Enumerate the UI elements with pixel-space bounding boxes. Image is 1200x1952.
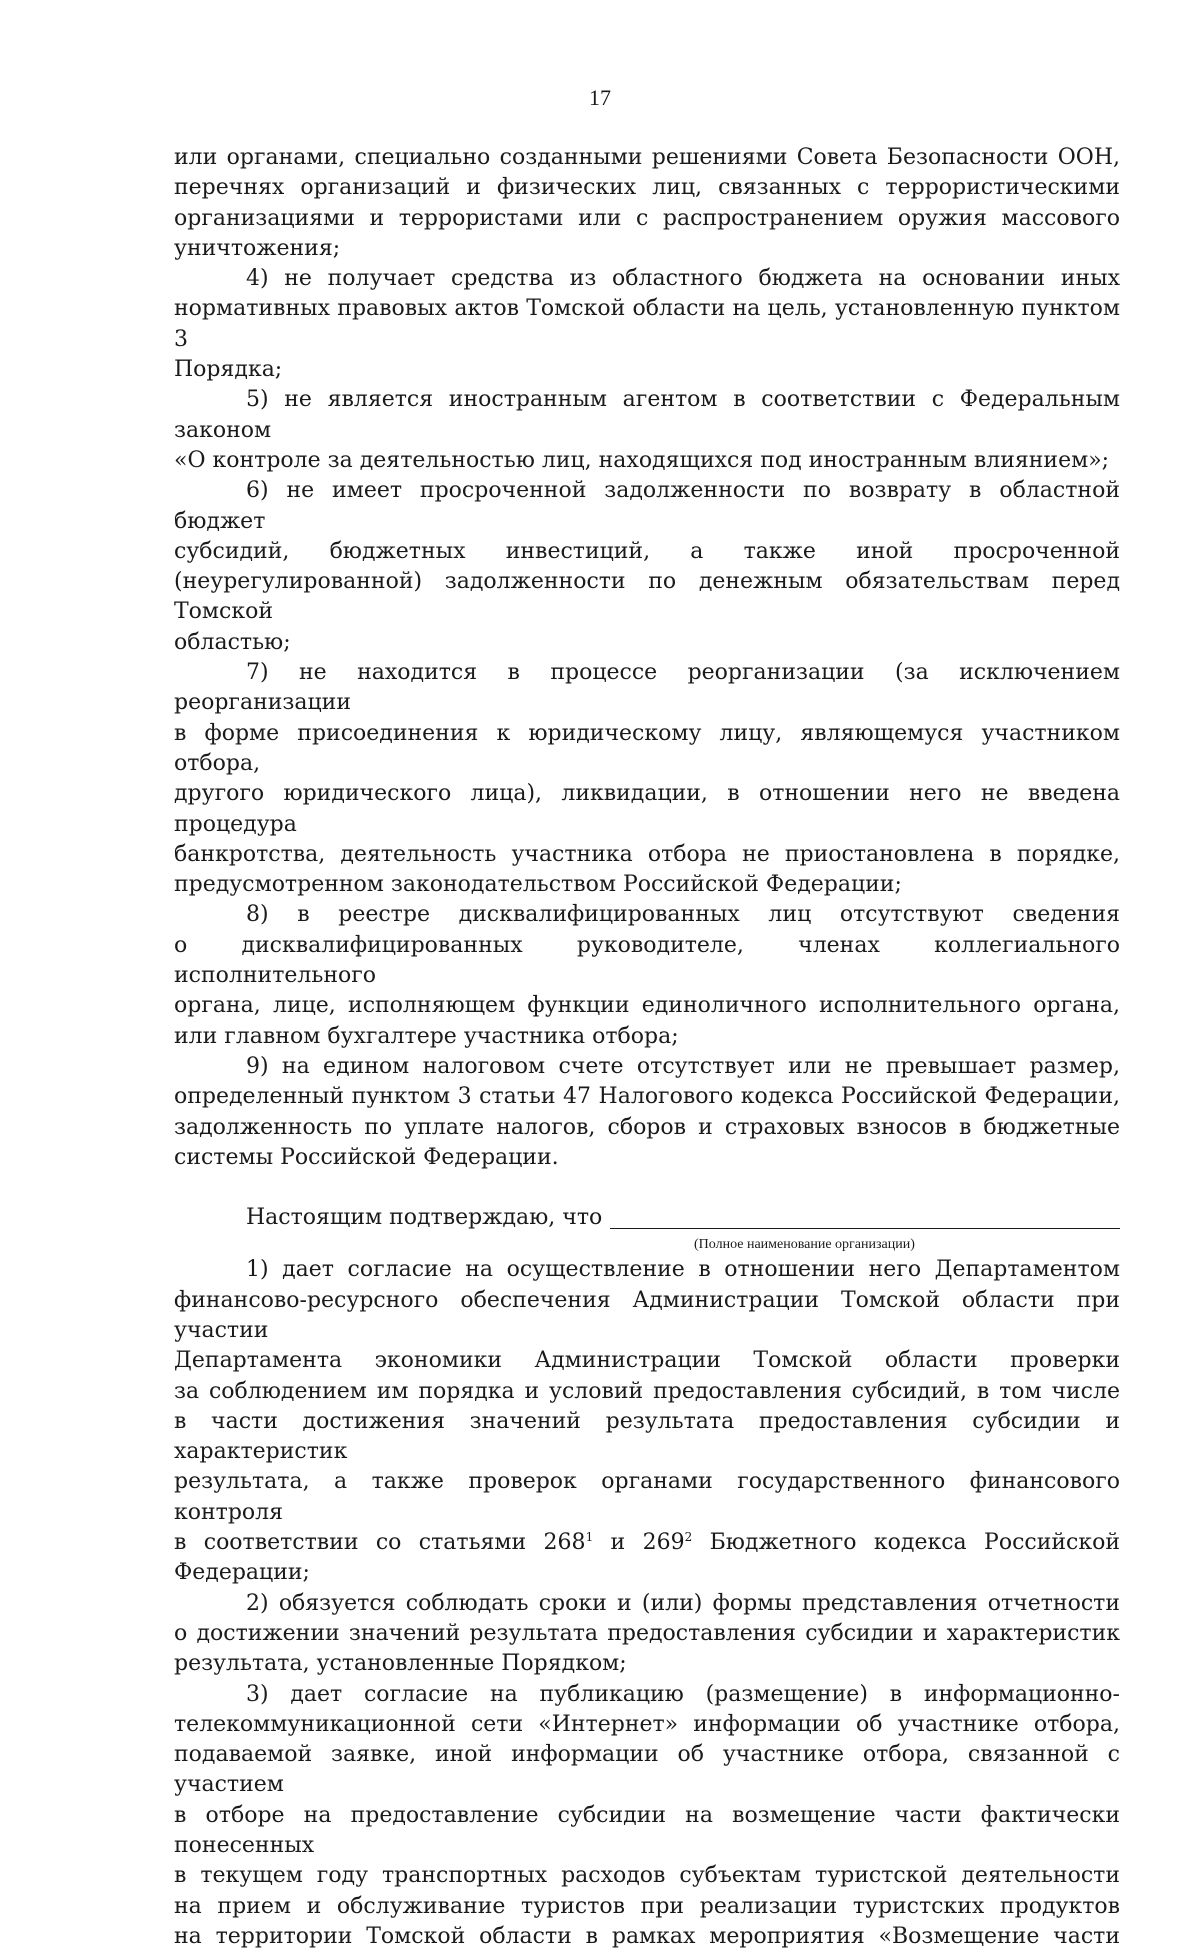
text-line: определенный пунктом 3 статьи 47 Налогового кодекса Российской Федерации, bbox=[174, 1084, 1120, 1110]
paragraph-item-5 bbox=[174, 385, 1120, 476]
text-line: Департамента экономики Администрации Томской области проверки bbox=[174, 1348, 1120, 1374]
text-line: перечнях организаций и физических лиц, связанных с террористическими bbox=[174, 175, 1120, 201]
text-line: или органами, специально созданными решениями Совета Безопасности ООН, bbox=[174, 145, 1120, 170]
text-line: финансово-ресурсного обеспечения Администрации Томской области при участии bbox=[174, 1287, 1120, 1343]
text-line: Порядка; bbox=[174, 357, 283, 383]
text-line: на территории Томской области в рамках мероприятия «Возмещение части bbox=[174, 1923, 1120, 1949]
text-line: телекоммуникационной сети «Интернет» информации об участнике отбора, bbox=[174, 1711, 1120, 1737]
text-line: другого юридического лица), ликвидации, в отношении него не введена процедура bbox=[174, 781, 1120, 837]
text-line: 3) дает согласие на публикацию (размещение) в информационно- bbox=[246, 1681, 1120, 1707]
text-line: на прием и обслуживание туристов при реализации туристских продуктов bbox=[174, 1893, 1120, 1919]
text-line: 1) дает согласие на осуществление в отношении него Департаментом bbox=[246, 1257, 1120, 1283]
confirm-line bbox=[174, 1203, 1120, 1233]
paragraph-continuation bbox=[174, 143, 1120, 264]
paragraph-consent-1 bbox=[174, 1255, 1120, 1588]
text-fragment: в соответствии со статьями 268 bbox=[174, 1530, 586, 1556]
text-line: в текущем году транспортных расходов субъектам туристской деятельности bbox=[174, 1863, 1120, 1889]
text-line: «О контроле за деятельностью лиц, находящихся под иностранным влиянием»; bbox=[174, 447, 1110, 473]
text-line: 5) не является иностранным агентом в соответствии с Федеральным законом bbox=[174, 387, 1120, 443]
paragraph-item-8 bbox=[174, 900, 1120, 1051]
text-line: в форме присоединения к юридическому лицу, являющемуся участником отбора, bbox=[174, 720, 1120, 776]
text-fragment: Бюджетного кодекса Российской bbox=[692, 1530, 1121, 1556]
document-body bbox=[174, 143, 1120, 1952]
paragraph-item-4 bbox=[174, 264, 1120, 385]
text-line: нормативных правовых актов Томской области на цель, установленную пунктом 3 bbox=[174, 296, 1120, 352]
text-line: 2) обязуется соблюдать сроки и (или) формы представления отчетности bbox=[246, 1590, 1120, 1616]
text-line: предусмотренном законодательством Российской Федерации; bbox=[174, 872, 902, 898]
text-line: 7) не находится в процессе реорганизации (за исключением реорганизации bbox=[174, 660, 1120, 716]
text-line: уничтожения; bbox=[174, 235, 341, 261]
organization-name-blank[interactable] bbox=[610, 1204, 1120, 1229]
text-line-with-superscripts bbox=[174, 1528, 1120, 1558]
text-line: Федерации; bbox=[174, 1560, 310, 1586]
superscript: 2 bbox=[684, 1530, 693, 1545]
text-line: о дисквалифицированных руководителе, членах коллегиального исполнительного bbox=[174, 932, 1120, 989]
text-line: организациями и террористами или с распространением оружия массового bbox=[174, 205, 1120, 231]
text-line: в отборе на предоставление субсидии на возмещение части фактически понесенных bbox=[174, 1802, 1120, 1859]
paragraph-item-7 bbox=[174, 658, 1120, 900]
text-line: 4) не получает средства из областного бюджета на основании иных bbox=[246, 266, 1120, 292]
superscript: 1 bbox=[585, 1530, 594, 1545]
text-line: 9) на едином налоговом счете отсутствует или не превышает размер, bbox=[246, 1053, 1120, 1079]
confirm-lead-text: Настоящим подтверждаю, что bbox=[246, 1205, 603, 1231]
text-line: (неурегулированной) задолженности по денежным обязательствам перед Томской bbox=[174, 569, 1120, 625]
text-line: системы Российской Федерации. bbox=[174, 1144, 559, 1170]
paragraph-consent-2 bbox=[174, 1589, 1120, 1680]
text-line: в части достижения значений результата предоставления субсидии и характеристик bbox=[174, 1408, 1120, 1465]
paragraph-item-6 bbox=[174, 476, 1120, 658]
text-line: результата, установленные Порядком; bbox=[174, 1651, 627, 1677]
paragraph-consent-3 bbox=[174, 1680, 1120, 1952]
text-line: задолженность по уплате налогов, сборов и страховых взносов в бюджетные bbox=[174, 1114, 1120, 1140]
text-line: 6) не имеет просроченной задолженности по возврату в областной бюджет bbox=[174, 478, 1120, 534]
text-fragment: и 269 bbox=[593, 1530, 685, 1556]
text-line: результата, а также проверок органами государственного финансового контроля bbox=[174, 1469, 1120, 1525]
blank-caption: (Полное наименование организации) bbox=[694, 1237, 915, 1253]
text-line: за соблюдением им порядка и условий предоставления субсидий, в том числе bbox=[174, 1378, 1120, 1404]
text-line: 8) в реестре дисквалифицированных лиц отсутствуют сведения bbox=[246, 902, 1120, 928]
text-line: подаваемой заявке, иной информации об участнике отбора, связанной с участием bbox=[174, 1742, 1120, 1798]
text-line: или главном бухгалтере участника отбора; bbox=[174, 1023, 679, 1049]
text-line: областью; bbox=[174, 629, 291, 655]
page-number: 17 bbox=[589, 85, 611, 110]
text-line: субсидий, бюджетных инвестиций, а также иной просроченной bbox=[174, 538, 1120, 564]
spacer bbox=[174, 1173, 1120, 1203]
paragraph-item-9 bbox=[174, 1052, 1120, 1173]
text-line: органа, лице, исполняющем функции единоличного исполнительного органа, bbox=[174, 993, 1120, 1019]
text-line: о достижении значений результата предоставления субсидии и характеристик bbox=[174, 1620, 1120, 1646]
text-line: банкротства, деятельность участника отбора не приостановлена в порядке, bbox=[174, 841, 1120, 867]
